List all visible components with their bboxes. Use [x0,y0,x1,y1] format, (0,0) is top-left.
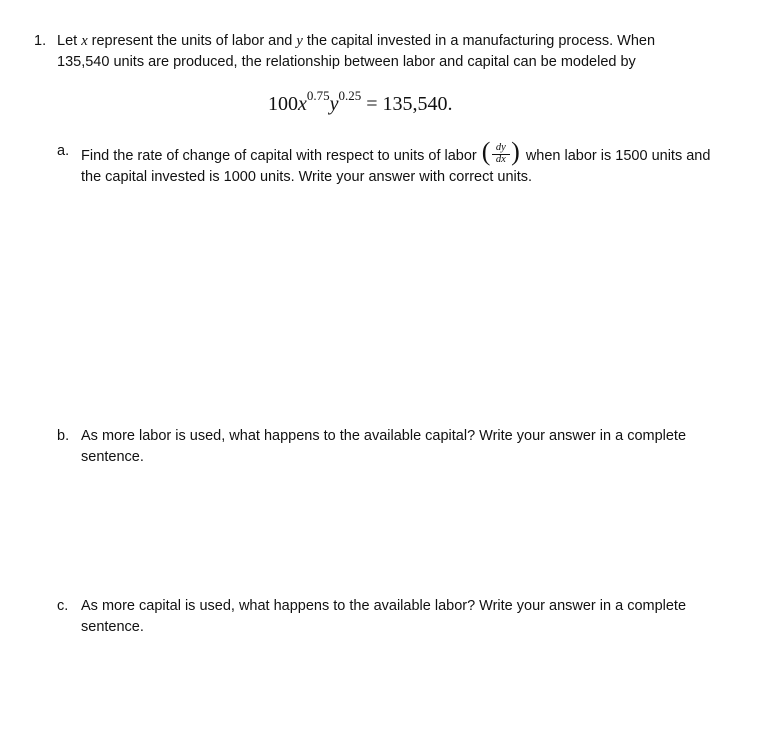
derivative-numerator: dy [495,142,506,153]
derivative-denominator: dx [495,154,506,165]
equation-rhs: = 135,540. [361,93,453,115]
question-intro-line-1 [57,33,655,50]
equation-coefficient: 100 [268,93,298,115]
derivative-dy-dx [481,137,520,167]
intro-text-segment: the capital invested in a manufacturing process. When [302,33,656,49]
part-b-line-1: As more labor is used, what happens to the available capital? Write your answer in a complete [81,428,687,444]
part-c-line-2: sentence. [81,619,144,635]
variable-x: x [81,33,88,49]
right-paren: ) [511,137,520,166]
intro-text-segment: Let [57,33,82,49]
variable-y: y [296,33,303,49]
part-c-line-1: As more capital is used, what happens to the available labor? Write your answer in a complete [81,598,687,614]
part-c-label: c. [57,598,69,614]
part-b-line-2: sentence. [81,449,144,465]
part-a-text-segment: Find the rate of change of capital with respect to units of labor [81,148,481,164]
left-paren: ( [481,137,491,166]
equation-y: y [329,93,339,115]
equation-y-exponent: 0.25 [338,88,362,104]
part-b-label: b. [57,428,70,444]
question-intro-line-2: 135,540 units are produced, the relationship between labor and capital can be modeled by [57,54,636,70]
part-a-text-segment: when labor is 1500 units and [521,148,711,164]
equation-x: x [298,93,307,115]
intro-text-segment: represent the units of labor and [87,33,297,49]
part-a-line-2: the capital invested is 1000 units. Write your answer with correct units. [81,169,533,185]
part-a-line-1 [81,137,711,167]
equation-x-exponent: 0.75 [306,88,330,104]
part-a-label: a. [57,143,70,159]
question-number: 1. [34,33,47,49]
production-equation [268,88,453,116]
